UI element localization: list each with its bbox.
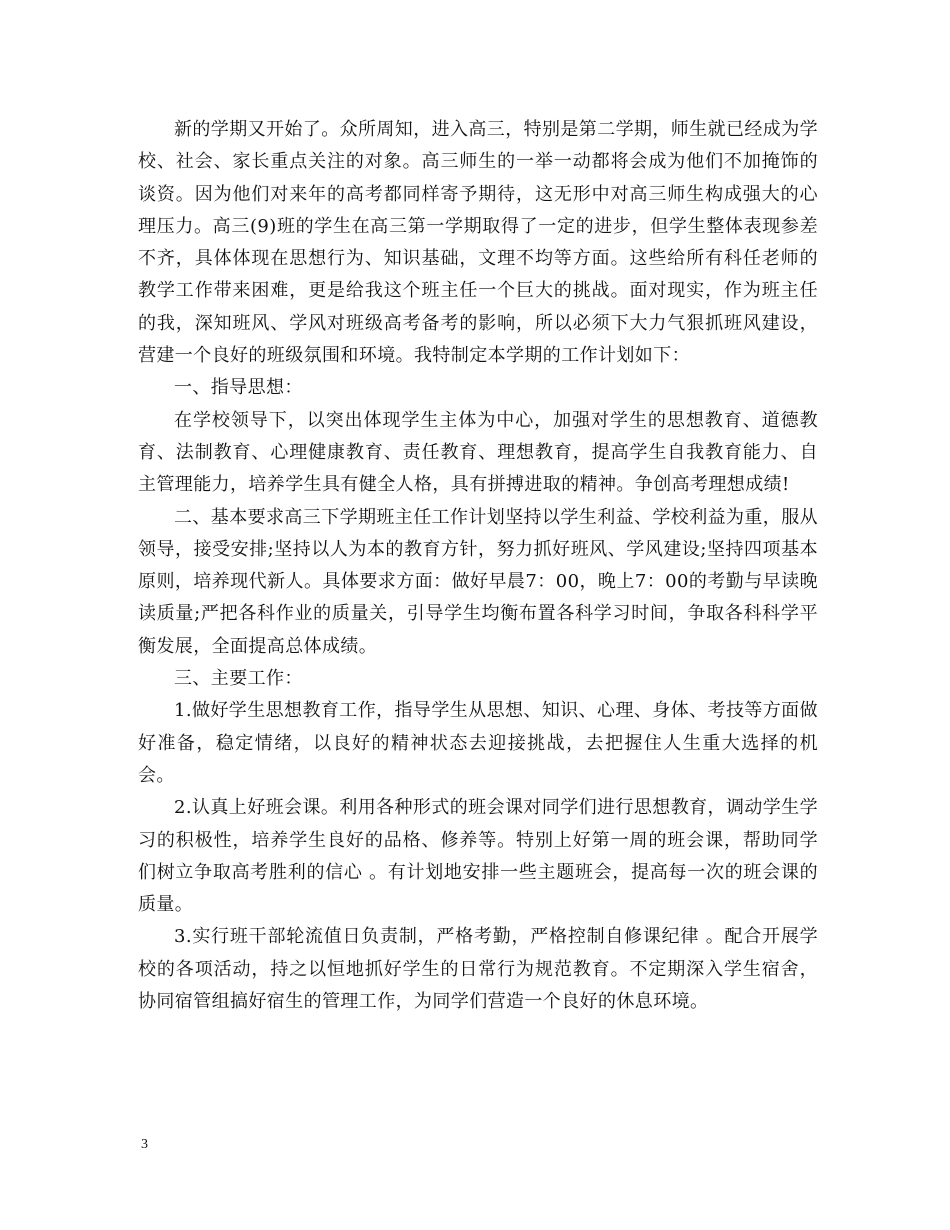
main-work-item-3: 3.实行班干部轮流值日负责制，严格考勤，严格控制自修课纪律 。配合开展学校的各项活动，持之以恒地抓好学生的日常行为规范教育。不定期深入学生宿舍，协同宿管组搞好宿生的管理工作，为同学们营造一个良好的休息环境。 bbox=[138, 926, 818, 1013]
page-number: 3 bbox=[141, 1137, 148, 1152]
document-body bbox=[138, 114, 818, 1018]
guiding-thought-paragraph: 在学校领导下，以突出体现学生主体为中心，加强对学生的思想教育、道德教育、法制教育、心理健康教育、责任教育、理想教育，提高学生自我教育能力、自主管理能力，培养学生具有健全人格，具有拼搏进取的精神。争创高考理想成绩! bbox=[138, 409, 818, 496]
main-work-item-2: 2.认真上好班会课。利用各种形式的班会课对同学们进行思想教育，调动学生学习的积极性，培养学生良好的品格、修养等。特别上好第一周的班会课，帮助同学们树立争取高考胜利的信心 。有计划地安排一些主题班会，提高每一次的班会课的质量。 bbox=[138, 797, 818, 916]
intro-paragraph: 新的学期又开始了。众所周知，进入高三，特别是第二学期，师生就已经成为学校、社会、家长重点关注的对象。高三师生的一举一动都将会成为他们不加掩饰的谈资。因为他们对来年的高考都同样寄予期待，这无形中对高三师生构成强大的心理压力。高三(9)班的学生在高三第一学期取得了一定的进步，但学生整体表现参差不齐，具体体现在思想行为、知识基础，文理不均等方面。这些给所有科任老师的教学工作带来困难，更是给我这个班主任一个巨大的挑战。面对现实，作为班主任的我，深知班风、学风对班级高考备考的影响，所以必须下大力气狠抓班风建设，营建一个良好的班级氛围和环境。我特制定本学期的工作计划如下： bbox=[138, 119, 818, 367]
section-heading-guiding-thought: 一、指导思想： bbox=[174, 377, 303, 399]
section-heading-main-work: 三、主要工作： bbox=[174, 668, 303, 690]
main-work-item-1: 1.做好学生思想教育工作，指导学生从思想、知识、心理、身体、考技等方面做好准备，稳定情绪，以良好的精神状态去迎接挑战，去把握住人生重大选择的机会。 bbox=[138, 700, 818, 786]
basic-requirements-paragraph: 二、基本要求高三下学期班主任工作计划坚持以学生利益、学校利益为重，服从领导，接受安排;坚持以人为本的教育方针，努力抓好班风、学风建设;坚持四项基本原则，培养现代新人。具体要求方面：做好早晨7：00，晚上7：00的考勤与早读晚读质量;严把各科作业的质量关，引导学生均衡布置各科学习时间，争取各科科学平衡发展，全面提高总体成绩。 bbox=[138, 506, 818, 657]
